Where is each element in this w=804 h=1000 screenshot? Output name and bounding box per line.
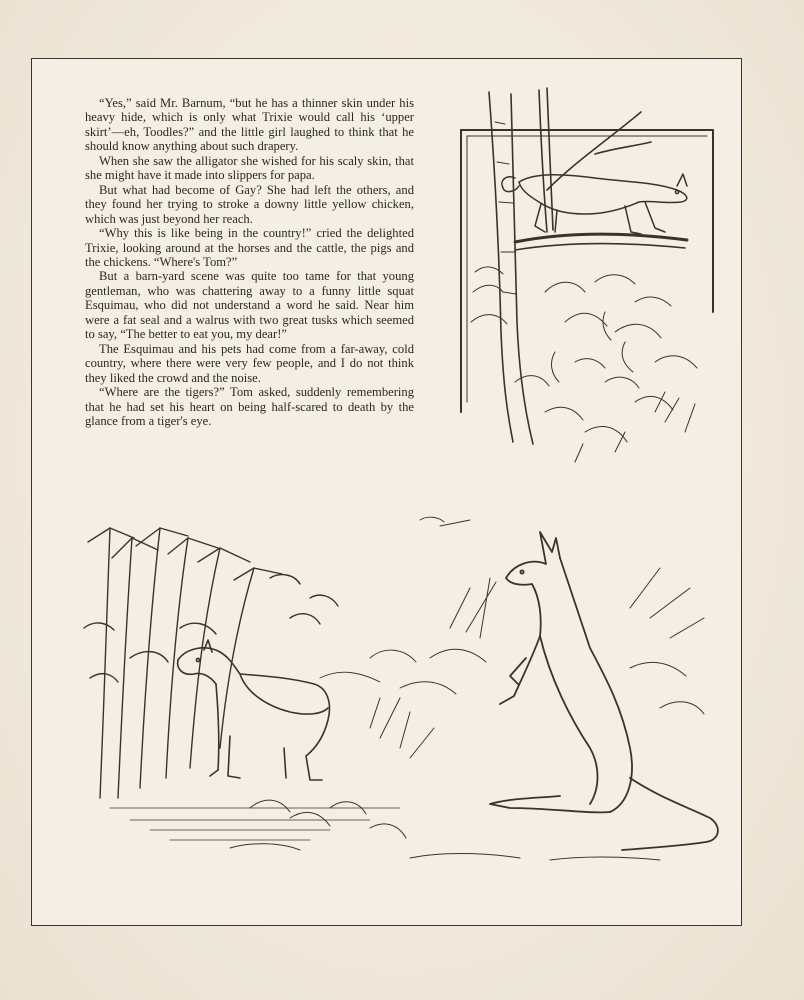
- paragraph: When she saw the alligator she wished for his scaly skin, that she might have it made into slippers for papa.: [85, 153, 414, 183]
- story-text: [85, 96, 414, 428]
- paragraph: “Where are the tigers?” Tom asked, suddenly remembering that he had set his heart on being half-scared to death by the glance from a tiger's eye.: [85, 385, 414, 428]
- paragraph: The Esquimau and his pets had come from a far-away, cold country, where there were very few people, and I do not think they liked the crowd and the noise.: [85, 341, 414, 385]
- paragraph: But what had become of Gay? She had left the others, and they found her trying to stroke a downy little yellow chicken, which was just beyond her reach.: [85, 182, 414, 226]
- paragraph: But a barn-yard scene was quite too tame for that young gentleman, who was chattering away to a funny little squat Esquimau, who did not understand a word he said. Near him were a fat seal and a walrus with two great tusks which seemed to say, “The better to eat you, my dear!”: [85, 269, 414, 342]
- tapir-kangaroo-illustration: [70, 508, 730, 878]
- paragraph: “Yes,” said Mr. Barnum, “but he has a thinner skin under his heavy hide, which is only what Trixie would call his ‘upper skirt’—eh, Toodles?” and the little girl laughed to think that he should know anything about such drapery.: [85, 96, 414, 154]
- paragraph: “Why this is like being in the country!” cried the delighted Trixie, looking around at the horses and the cattle, the pigs and the chickens. “Where's Tom?”: [85, 226, 414, 269]
- tree-animal-illustration: [455, 82, 717, 478]
